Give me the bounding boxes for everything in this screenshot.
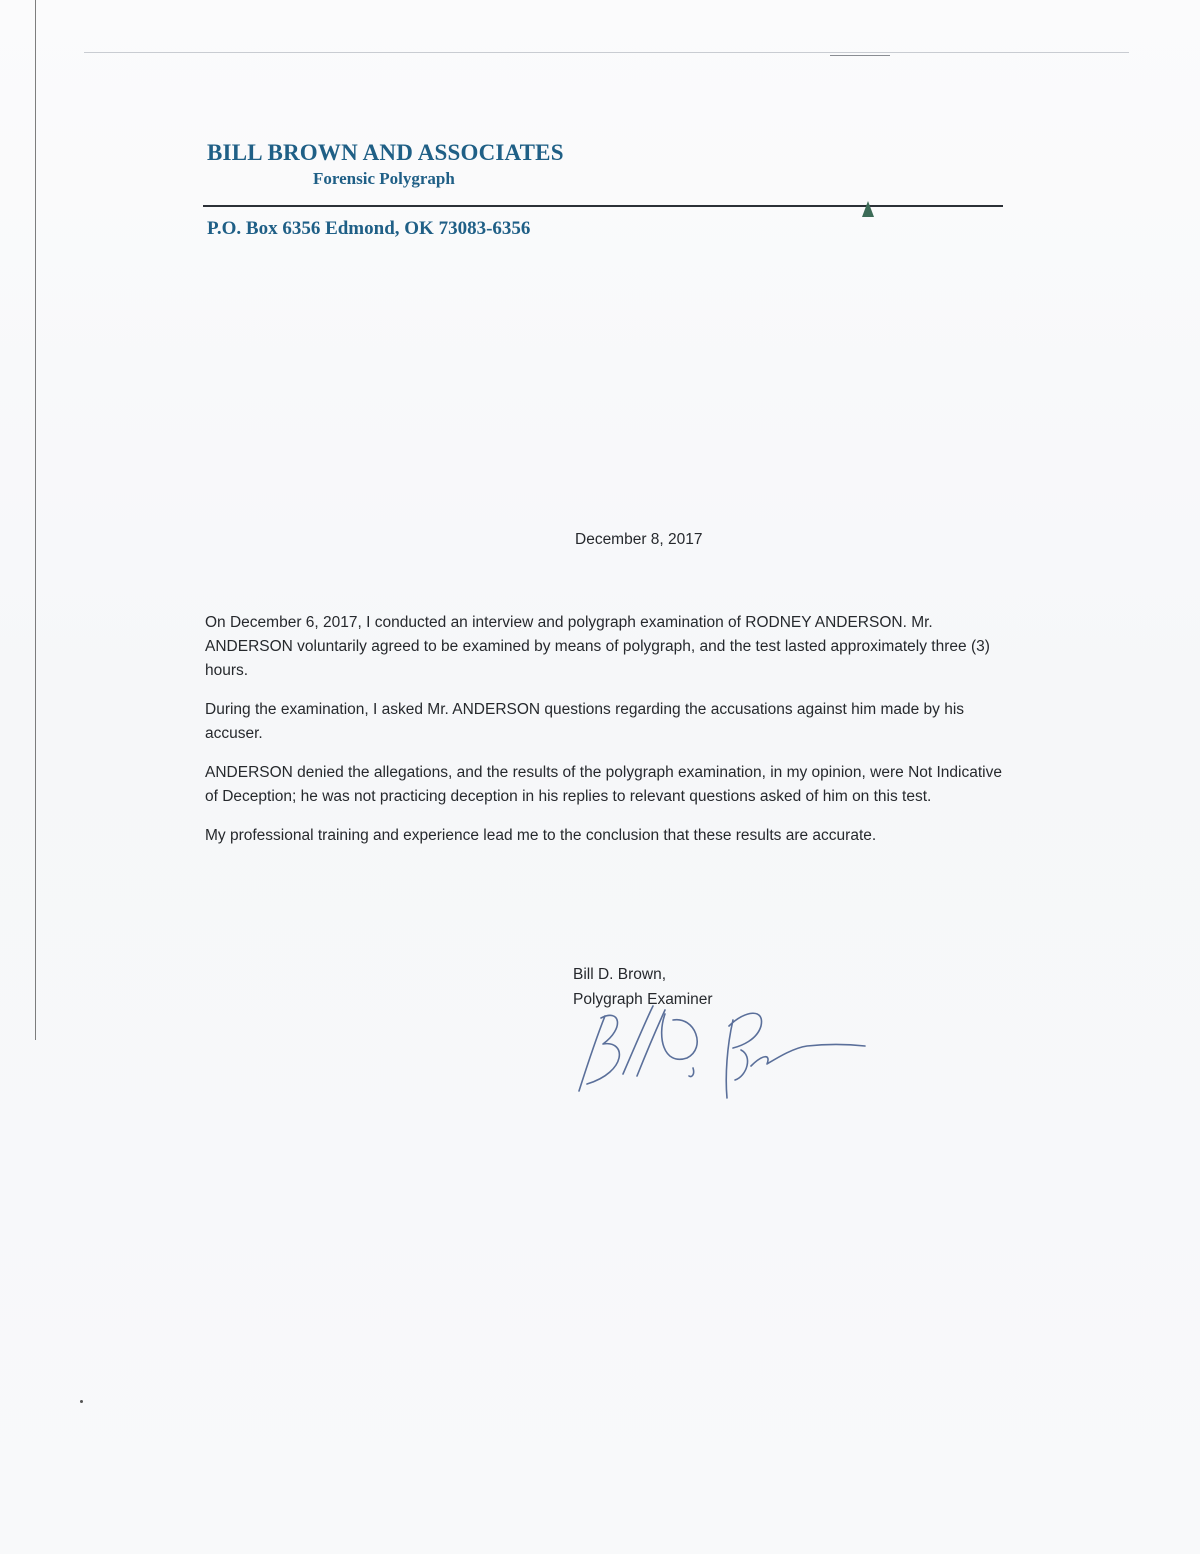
letterhead-company-name: BILL BROWN AND ASSOCIATES	[207, 140, 564, 165]
letter-body	[205, 611, 1015, 863]
letterhead-tagline: Forensic Polygraph	[313, 169, 455, 188]
letter-paragraph: ANDERSON denied the allegations, and the results of the polygraph examination, in my opinion, were Not Indicative of Deception; he was not practicing deception in his replies to relevant questions asked of him on this test.	[205, 764, 1002, 805]
letter-date: December 8, 2017	[575, 531, 703, 548]
letterhead-mark-icon	[862, 201, 874, 217]
letter-paragraph: During the examination, I asked Mr. ANDERSON questions regarding the accusations against him made by his accuser.	[205, 701, 965, 742]
letterhead-address: P.O. Box 6356 Edmond, OK 73083-6356	[207, 218, 531, 239]
letterhead-rule	[203, 205, 1003, 207]
signature-name: Bill D. Brown,	[573, 966, 667, 983]
scan-speck	[80, 1400, 83, 1403]
scan-edge-line	[35, 0, 36, 1040]
scan-top-line-mark	[830, 55, 890, 56]
handwritten-signature	[565, 996, 875, 1106]
scan-top-line	[84, 52, 1129, 53]
letter-paragraph: My professional training and experience lead me to the conclusion that these results are accurate.	[205, 827, 877, 844]
signature-title: Polygraph Examiner	[573, 991, 713, 1008]
letter-paragraph: On December 6, 2017, I conducted an interview and polygraph examination of RODNEY ANDERSON. Mr. ANDERSON voluntarily agreed to be examined by means of polygraph, and the test lasted approximately three (3) hours.	[205, 614, 990, 679]
